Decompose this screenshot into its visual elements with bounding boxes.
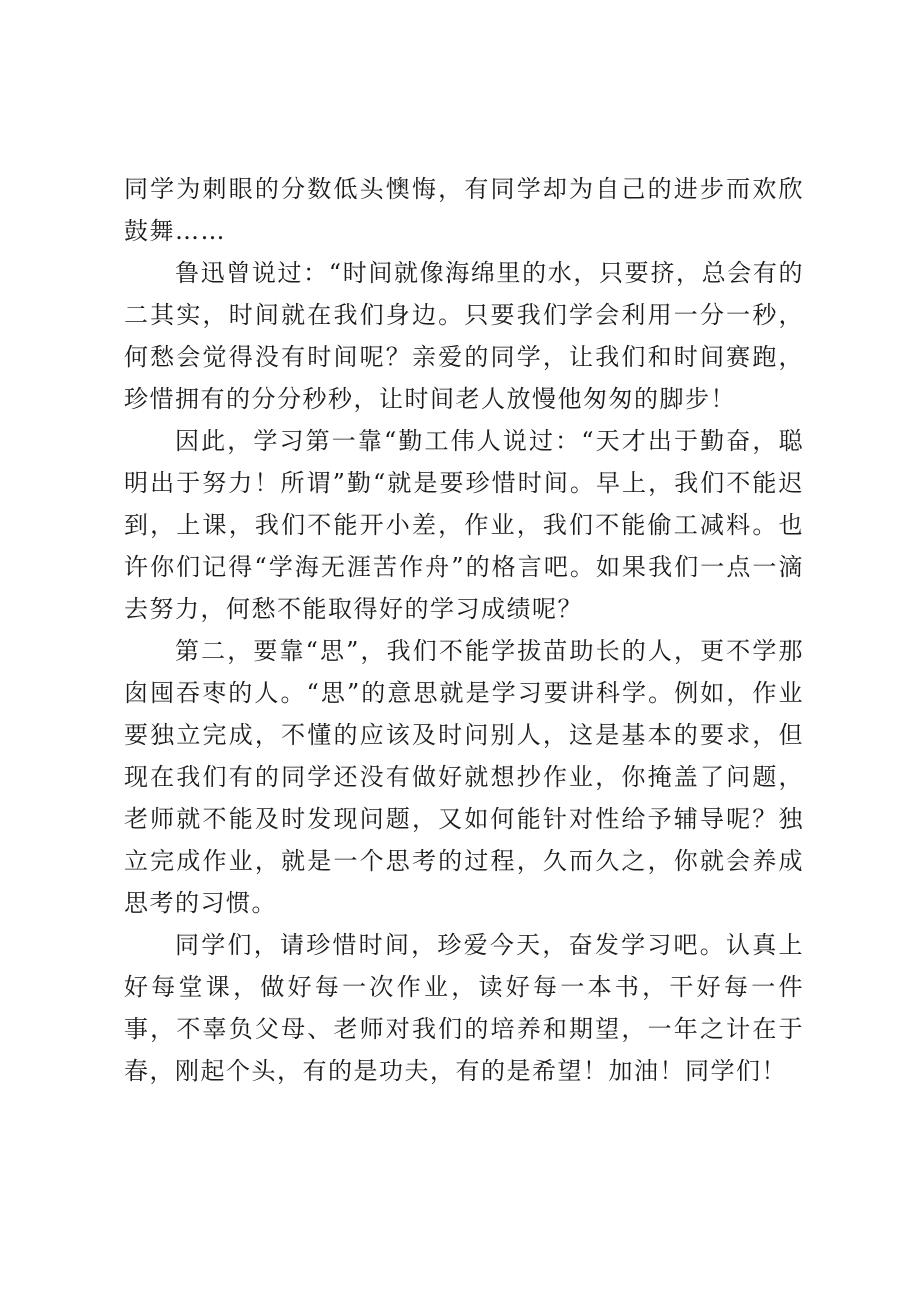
- paragraph-continuation: 同学为刺眼的分数低头懊悔，有同学却为自己的进步而欢欣鼓舞……: [124, 175, 804, 245]
- document-body: [124, 168, 804, 1092]
- paragraph-conclusion: 同学们，请珍惜时间，珍爱今天，奋发学习吧。认真上好每堂课，做好每一次作业，读好每一本书，干好每一件事，不辜负父母、老师对我们的培养和期望，一年之计在于春，刚起个头，有的是功夫，有的是希望！加油！同学们！: [124, 931, 804, 1085]
- paragraph-lu-xun-quote: 鲁迅曾说过：“时间就像海绵里的水，只要挤，总会有的二其实，时间就在我们身边。只要我们学会利用一分一秒，何愁会觉得没有时间呢？亲爱的同学，让我们和时间赛跑，珍惜拥有的分分秒秒，让时间老人放慢他匆匆的脚步！: [124, 259, 804, 413]
- paragraph-thinking: 第二，要靠“思”，我们不能学拔苗助长的人，更不学那囱囤吞枣的人。“思”的意思就是学习要讲科学。例如，作业要独立完成，不懂的应该及时问别人，这是基本的要求，但现在我们有的同学还没有做好就想抄作业，你掩盖了问题，老师就不能及时发现问题，又如何能针对性给予辅导呢？独立完成作业，就是一个思考的过程，久而久之，你就会养成思考的习惯。: [124, 637, 804, 917]
- paragraph-diligence: 因此，学习第一靠“勤工伟人说过：“天才出于勤奋，聪明出于努力！所谓”勤“就是要珍惜时间。早上，我们不能迟到，上课，我们不能开小差，作业，我们不能偷工减料。也许你们记得“学海无涯苦作舟”的格言吧。如果我们一点一滴去努力，何愁不能取得好的学习成绩呢？: [124, 427, 804, 623]
